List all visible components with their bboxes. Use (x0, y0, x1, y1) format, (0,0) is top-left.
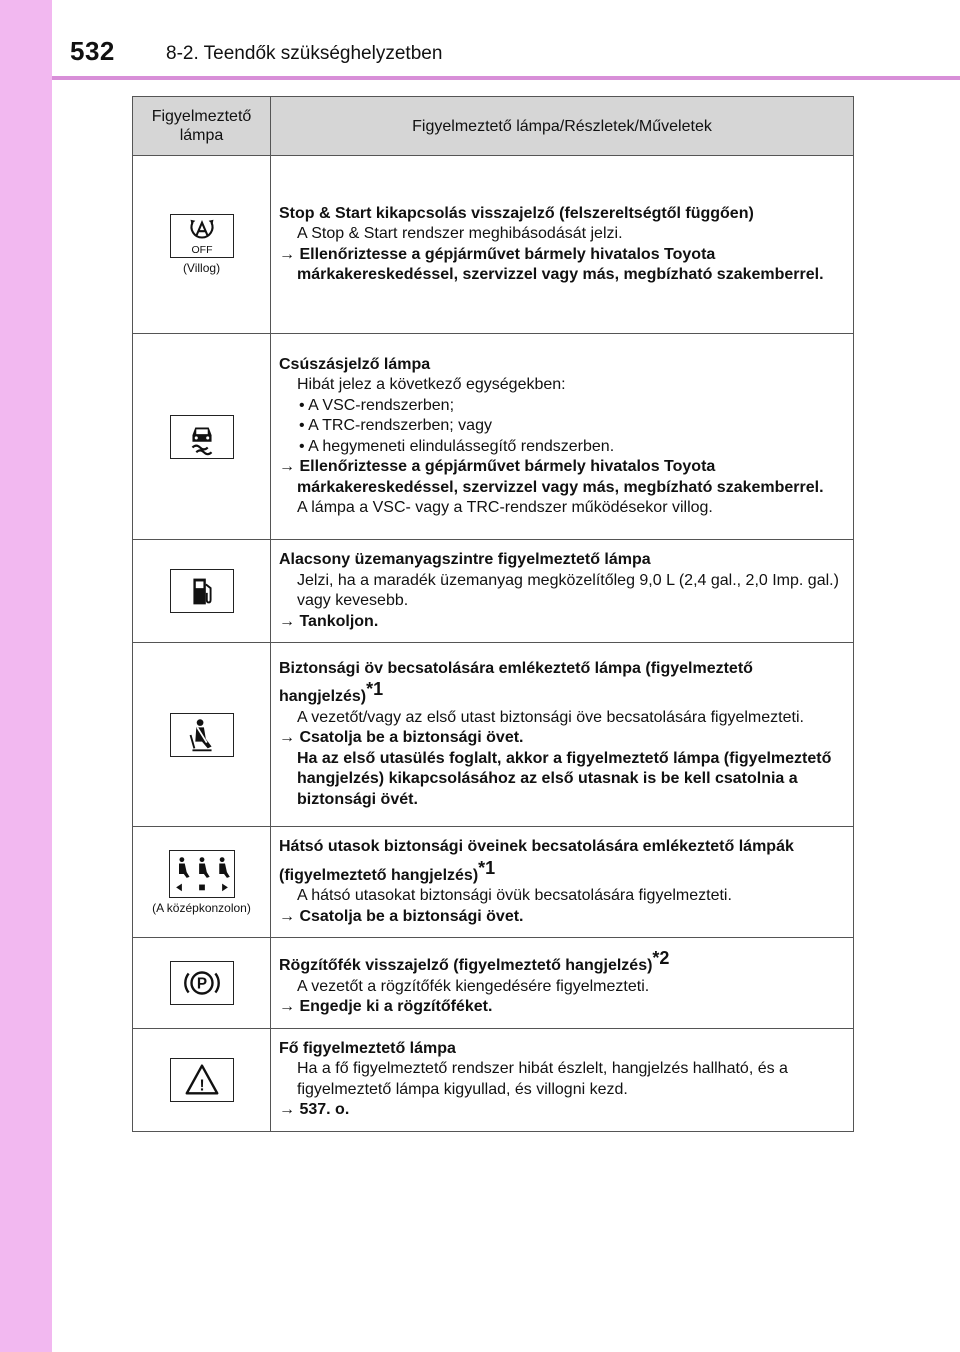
svg-text:P: P (196, 975, 207, 993)
table-row (133, 1028, 854, 1131)
row-action: → Ellenőriztesse a gépjárművet bármely hivatalos Toyota márkakereskedéssel, szervizzel vagy más, megbízható szakemberrel. (279, 458, 824, 496)
skid-indicator-icon (170, 415, 234, 459)
side-color-strip (0, 0, 52, 1352)
footnote-mark: *1 (366, 679, 384, 700)
row-text: Hibát jelez a következő egységekben: (297, 376, 566, 393)
seat-belt-icon (170, 713, 234, 757)
row-action: → Csatolja be a biztonsági övet. (279, 729, 524, 747)
row-title: Hátsó utasok biztonsági öveinek becsatolására emlékeztető lámpák (figyelmeztető hangjelzés)*1 (279, 838, 794, 884)
row-title: Stop & Start kikapcsolás visszajelző (felszereltségtől függően) (279, 204, 754, 222)
row-action: → Ellenőriztesse a gépjárművet bármely hivatalos Toyota márkakereskedéssel, szervizzel vagy más, megbízható szakemberrel. (279, 245, 824, 283)
table-row (133, 827, 854, 938)
table-row (133, 938, 854, 1029)
description-cell (271, 643, 854, 827)
list-item: • A TRC-rendszerben; vagy (299, 417, 492, 434)
icon-caption: (A középkonzolon) (152, 900, 251, 915)
row-note: A lámpa a VSC- vagy a TRC-rendszer működésekor villog. (297, 499, 713, 516)
row-text: A Stop & Start rendszer meghibásodását jelzi. (297, 225, 623, 242)
page-number: 532 (70, 36, 115, 66)
icon-caption: (Villog) (182, 261, 221, 275)
description-cell (271, 938, 854, 1029)
row-action: → Csatolja be a biztonsági övet. (279, 907, 524, 925)
row-title: Fő figyelmeztető lámpa (279, 1039, 456, 1057)
row-title: Csúszásjelző lámpa (279, 355, 431, 373)
description-cell (271, 827, 854, 938)
col1-header: Figyelmeztető lámpa (133, 97, 271, 156)
icon-cell (133, 156, 271, 334)
parking-brake-icon (170, 961, 234, 1005)
icon-cell (133, 334, 271, 540)
icon-cell (133, 540, 271, 643)
col2-header: Figyelmeztető lámpa/Részletek/Műveletek (271, 97, 854, 156)
master-warning-icon (170, 1058, 234, 1102)
description-cell (271, 156, 854, 334)
row-title: Alacsony üzemanyagszintre figyelmeztető lámpa (279, 551, 651, 568)
row-action: → Tankoljon. (279, 612, 379, 630)
icon-cell (133, 938, 271, 1029)
fuel-pump-icon (170, 569, 234, 613)
svg-text:!: ! (198, 1077, 205, 1094)
footnote-mark: *2 (652, 948, 670, 968)
rear-seat-belts-icon (169, 850, 235, 898)
row-action: → 537. o. (279, 1101, 350, 1118)
description-cell (271, 334, 854, 540)
row-title: Rögzítőfék visszajelző (figyelmeztető hangjelzés)*2 (279, 948, 670, 974)
header-rule (52, 76, 960, 80)
section-title: 8-2. Teendők szükséghelyzetben (166, 43, 443, 64)
description-cell (271, 1028, 854, 1131)
row-text: A vezetőt/vagy az első utast biztonsági öve becsatolására figyelmezteti. (297, 708, 804, 726)
table-row (133, 156, 854, 334)
footnote-mark: *1 (478, 857, 496, 878)
icon-cell (133, 643, 271, 827)
list-item: • A hegymeneti elindulássegítő rendszerben. (299, 437, 615, 455)
table-row (133, 540, 854, 643)
row-action-detail: Ha az első utasülés foglalt, akkor a figyelmeztető lámpa (figyelmeztető hangjelzés) kikapcsolásához az első utasnak is be kell csatolnia a biztonsági övét. (297, 749, 832, 808)
warning-lights-table (132, 96, 854, 1132)
table-header-row (133, 97, 854, 156)
table-row (133, 643, 854, 827)
row-text: Ha a fő figyelmeztető rendszer hibát észlelt, hangjelzés hallható, és a figyelmeztető lámpa kigyullad, és villogni kezd. (297, 1060, 788, 1098)
list-item: • A VSC-rendszerben; (299, 396, 455, 414)
svg-text:OFF: OFF (191, 244, 212, 257)
row-text: A vezetőt a rögzítőfék kiengedésére figyelmezteti. (297, 977, 650, 995)
description-cell (271, 540, 854, 643)
table-row (133, 334, 854, 540)
row-text: Jelzi, ha a maradék üzemanyag megközelítőleg 9,0 L (2,4 gal., 2,0 Imp. gal.) vagy kevesebb. (297, 571, 839, 609)
icon-cell (133, 827, 271, 938)
auto-start-stop-off-icon (170, 214, 234, 258)
icon-cell (133, 1028, 271, 1131)
row-title: Biztonsági öv becsatolására emlékeztető lámpa (figyelmeztető hangjelzés)*1 (279, 659, 753, 706)
row-action: → Engedje ki a rögzítőféket. (279, 998, 493, 1015)
row-text: A hátsó utasokat biztonsági övük becsatolására figyelmezteti. (297, 887, 732, 904)
